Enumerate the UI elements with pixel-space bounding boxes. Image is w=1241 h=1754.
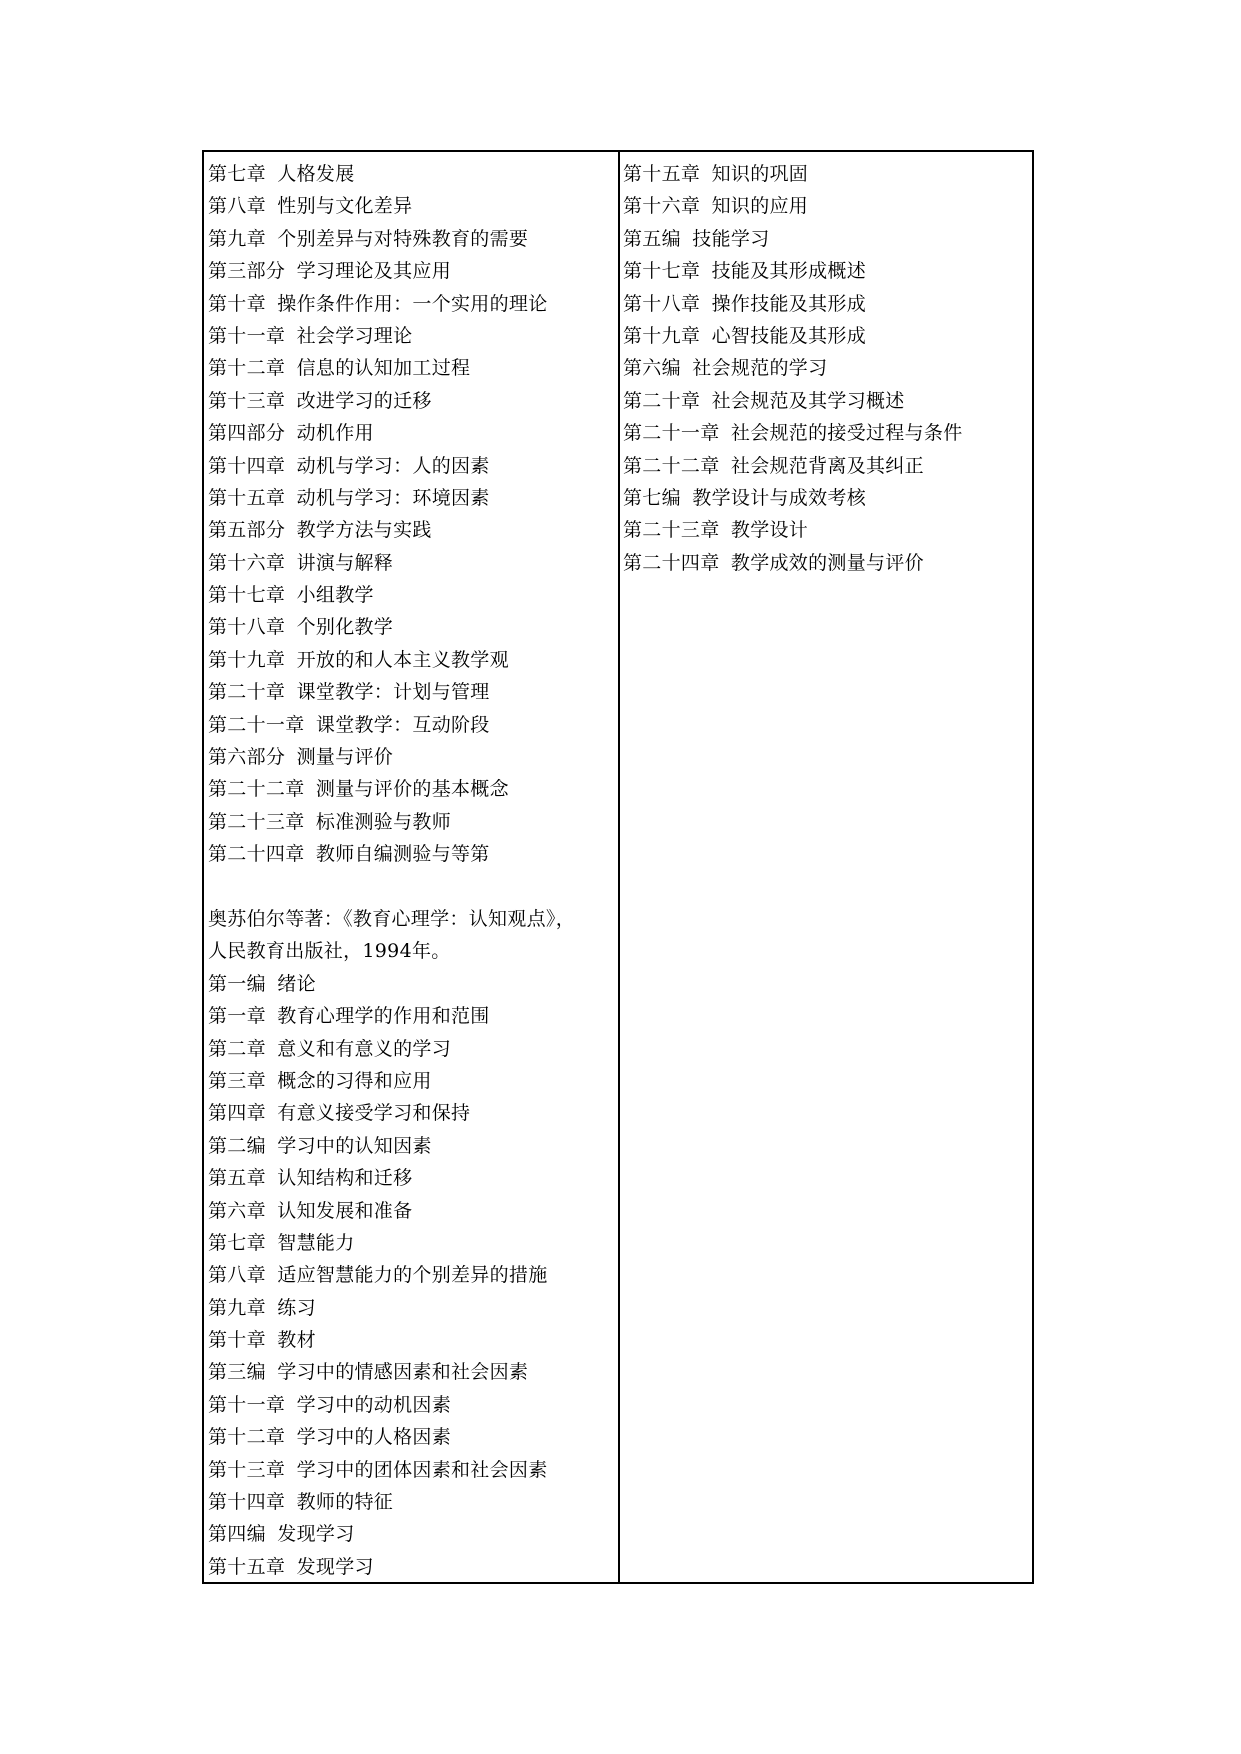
entry-number: 第九章 xyxy=(208,1296,266,1319)
entry-title: 社会规范的接受过程与条件 xyxy=(730,422,963,445)
entry-title: 开放的和人本主义教学观 xyxy=(296,648,509,671)
entry-number: 第十五章 xyxy=(208,1555,286,1578)
toc-entry xyxy=(208,1518,618,1550)
entry-number: 第五部分 xyxy=(208,519,286,542)
entry-title: 教师自编测验与等第 xyxy=(315,843,490,866)
entry-number: 第十五章 xyxy=(208,486,286,509)
entry-number: 第十章 xyxy=(208,292,266,315)
toc-entry xyxy=(208,352,618,384)
toc-entry xyxy=(208,158,618,190)
toc-entry xyxy=(623,158,1032,190)
entry-number: 第七章 xyxy=(208,1231,266,1254)
entry-title: 操作条件作用：一个实用的理论 xyxy=(277,292,548,315)
entry-title: 概念的习得和应用 xyxy=(277,1069,432,1092)
entry-number: 第四章 xyxy=(208,1102,266,1125)
entry-number: 第二十四章 xyxy=(623,551,720,574)
entry-number: 第十一章 xyxy=(208,1393,286,1416)
entry-number: 第十五章 xyxy=(623,163,701,185)
entry-number: 第十六章 xyxy=(208,551,286,574)
contents-table xyxy=(202,150,1034,1584)
toc-entry xyxy=(208,1227,618,1259)
entry-number: 第三章 xyxy=(208,1069,266,1092)
entry-number: 第十四章 xyxy=(208,454,286,477)
toc-entry xyxy=(208,741,618,773)
entry-number: 第十九章 xyxy=(208,648,286,671)
toc-entry xyxy=(208,320,618,352)
entry-title: 知识的巩固 xyxy=(711,163,809,185)
toc-entry xyxy=(208,223,618,255)
toc-entry xyxy=(208,1130,618,1162)
toc-entry xyxy=(208,255,618,287)
entry-title: 小组教学 xyxy=(296,584,374,607)
entry-title: 性别与文化差异 xyxy=(277,195,413,218)
toc-entry xyxy=(208,1033,618,1065)
toc-entry xyxy=(208,709,618,741)
toc-entry xyxy=(208,1551,618,1582)
entry-number: 第二十二章 xyxy=(208,778,305,801)
entry-title: 有意义接受学习和保持 xyxy=(277,1102,471,1125)
entry-title: 动机作用 xyxy=(296,422,374,445)
entry-title: 知识的应用 xyxy=(711,195,809,218)
entry-number: 第十一章 xyxy=(208,324,286,347)
entry-number: 第十章 xyxy=(208,1329,266,1352)
entry-title: 学习理论及其应用 xyxy=(296,260,451,283)
toc-entry xyxy=(623,255,1032,287)
entry-title: 课堂教学：计划与管理 xyxy=(296,681,490,704)
toc-entry xyxy=(208,1356,618,1388)
entry-number: 第二编 xyxy=(208,1134,266,1157)
toc-entry xyxy=(208,611,618,643)
entry-title: 标准测验与教师 xyxy=(315,810,452,833)
entry-title: 学习中的动机因素 xyxy=(296,1393,451,1416)
entry-number: 第二十一章 xyxy=(623,422,720,445)
entry-title: 教学设计 xyxy=(730,519,809,542)
entry-number: 第四编 xyxy=(208,1523,266,1546)
toc-entry xyxy=(208,514,618,546)
entry-title: 认知结构和迁移 xyxy=(277,1167,413,1190)
toc-entry xyxy=(623,482,1032,514)
toc-entry xyxy=(208,385,618,417)
entry-title: 动机与学习：环境因素 xyxy=(296,486,490,509)
entry-title: 学习中的认知因素 xyxy=(277,1134,432,1157)
entry-number: 第六编 xyxy=(623,357,681,380)
toc-entry xyxy=(208,1259,618,1291)
entry-number: 第七章 xyxy=(208,163,266,185)
toc-entry xyxy=(623,320,1032,352)
entry-number: 第二十章 xyxy=(623,389,701,412)
toc-entry xyxy=(208,190,618,222)
entry-number: 第十八章 xyxy=(623,292,701,315)
left-column xyxy=(204,152,620,1582)
toc-entry xyxy=(623,514,1032,546)
toc-entry xyxy=(208,1454,618,1486)
blank-line xyxy=(208,871,618,903)
entry-number: 第八章 xyxy=(208,195,266,218)
toc-entry xyxy=(208,773,618,805)
entry-number: 第十九章 xyxy=(623,324,701,347)
entry-number: 第十七章 xyxy=(208,584,286,607)
entry-number: 第五章 xyxy=(208,1167,266,1190)
toc-entry xyxy=(208,676,618,708)
toc-entry xyxy=(208,1421,618,1453)
toc-entry xyxy=(623,223,1032,255)
entry-number: 第五编 xyxy=(623,227,681,250)
entry-number: 第十八章 xyxy=(208,616,286,639)
entry-title: 发现学习 xyxy=(296,1555,374,1578)
entry-title: 社会学习理论 xyxy=(296,324,413,347)
toc-entry xyxy=(208,1324,618,1356)
entry-title: 学习中的团体因素和社会因素 xyxy=(296,1458,548,1481)
entry-number: 第三部分 xyxy=(208,260,286,283)
entry-title: 测量与评价的基本概念 xyxy=(315,778,509,801)
entry-number: 第十四章 xyxy=(208,1491,286,1514)
toc-entry xyxy=(208,1195,618,1227)
toc-entry xyxy=(208,838,618,870)
toc-entry xyxy=(208,968,618,1000)
entry-title: 人格发展 xyxy=(277,163,355,185)
entry-title: 绪论 xyxy=(277,972,316,995)
toc-entry xyxy=(208,547,618,579)
entry-number: 第一章 xyxy=(208,1005,266,1028)
toc-entry xyxy=(623,547,1032,579)
entry-title: 社会规范背离及其纠正 xyxy=(730,454,924,477)
entry-title: 个别差异与对特殊教育的需要 xyxy=(277,227,529,250)
entry-title: 意义和有意义的学习 xyxy=(277,1037,451,1060)
entry-title: 社会规范及其学习概述 xyxy=(711,389,905,412)
toc-entry xyxy=(208,1097,618,1129)
entry-title: 技能及其形成概述 xyxy=(711,260,866,283)
entry-title: 课堂教学：互动阶段 xyxy=(315,713,490,736)
entry-title: 教学方法与实践 xyxy=(296,519,432,542)
entry-number: 第十六章 xyxy=(623,195,701,218)
entry-number: 第二十一章 xyxy=(208,713,305,736)
toc-entry xyxy=(623,352,1032,384)
entry-title: 教材 xyxy=(277,1329,316,1352)
toc-entry xyxy=(208,1292,618,1324)
entry-title: 教学成效的测量与评价 xyxy=(730,551,924,574)
entry-title: 教育心理学的作用和范围 xyxy=(277,1005,490,1028)
entry-number: 第二章 xyxy=(208,1037,266,1060)
entry-number: 第八章 xyxy=(208,1264,266,1287)
toc-entry xyxy=(208,1389,618,1421)
entry-number: 第十二章 xyxy=(208,357,286,380)
entry-title: 社会规范的学习 xyxy=(692,357,828,380)
entry-title: 操作技能及其形成 xyxy=(711,292,866,315)
entry-title: 适应智慧能力的个别差异的措施 xyxy=(277,1264,548,1287)
toc-entry xyxy=(623,417,1032,449)
toc-entry xyxy=(623,450,1032,482)
entry-title: 发现学习 xyxy=(277,1523,355,1546)
entry-title: 学习中的人格因素 xyxy=(296,1426,451,1449)
entry-number: 第六章 xyxy=(208,1199,266,1222)
toc-entry xyxy=(208,482,618,514)
entry-title: 认知发展和准备 xyxy=(277,1199,413,1222)
citation-line: 人民教育出版社，1994年。 xyxy=(208,940,451,963)
toc-entry xyxy=(208,450,618,482)
entry-number: 第二十三章 xyxy=(623,519,720,542)
entry-number: 第二十二章 xyxy=(623,454,720,477)
toc-entry xyxy=(208,806,618,838)
toc-entry xyxy=(623,190,1032,222)
entry-title: 测量与评价 xyxy=(296,746,394,769)
entry-number: 第二十章 xyxy=(208,681,286,704)
toc-entry xyxy=(208,288,618,320)
right-column xyxy=(620,152,1032,1582)
toc-entry xyxy=(208,1162,618,1194)
entry-number: 第四部分 xyxy=(208,422,286,445)
entry-title: 心智技能及其形成 xyxy=(711,324,866,347)
entry-number: 第二十四章 xyxy=(208,843,305,866)
entry-title: 个别化教学 xyxy=(296,616,394,639)
toc-entry xyxy=(208,1486,618,1518)
entry-number: 第十七章 xyxy=(623,260,701,283)
entry-number: 第十二章 xyxy=(208,1426,286,1449)
toc-entry xyxy=(208,644,618,676)
entry-title: 技能学习 xyxy=(692,227,770,250)
citation-line: 奥苏伯尔等著：《教育心理学：认知观点》， xyxy=(208,907,576,930)
entry-number: 第九章 xyxy=(208,227,266,250)
toc-entry xyxy=(208,417,618,449)
entry-number: 第十三章 xyxy=(208,1458,286,1481)
entry-title: 智慧能力 xyxy=(277,1231,355,1254)
toc-entry xyxy=(208,1065,618,1097)
toc-entry xyxy=(208,579,618,611)
toc-entry xyxy=(623,288,1032,320)
entry-number: 第三编 xyxy=(208,1361,266,1384)
entry-title: 学习中的情感因素和社会因素 xyxy=(277,1361,529,1384)
entry-number: 第七编 xyxy=(623,486,681,509)
entry-number: 第一编 xyxy=(208,972,266,995)
toc-entry xyxy=(208,1000,618,1032)
toc-entry xyxy=(623,385,1032,417)
entry-title: 信息的认知加工过程 xyxy=(296,357,471,380)
entry-number: 第十三章 xyxy=(208,389,286,412)
entry-number: 第二十三章 xyxy=(208,810,305,833)
entry-title: 教师的特征 xyxy=(296,1491,394,1514)
entry-title: 改进学习的迁移 xyxy=(296,389,432,412)
entry-title: 讲演与解释 xyxy=(296,551,394,574)
entry-number: 第六部分 xyxy=(208,746,286,769)
entry-title: 练习 xyxy=(277,1296,316,1319)
entry-title: 动机与学习：人的因素 xyxy=(296,454,490,477)
entry-title: 教学设计与成效考核 xyxy=(692,486,866,509)
